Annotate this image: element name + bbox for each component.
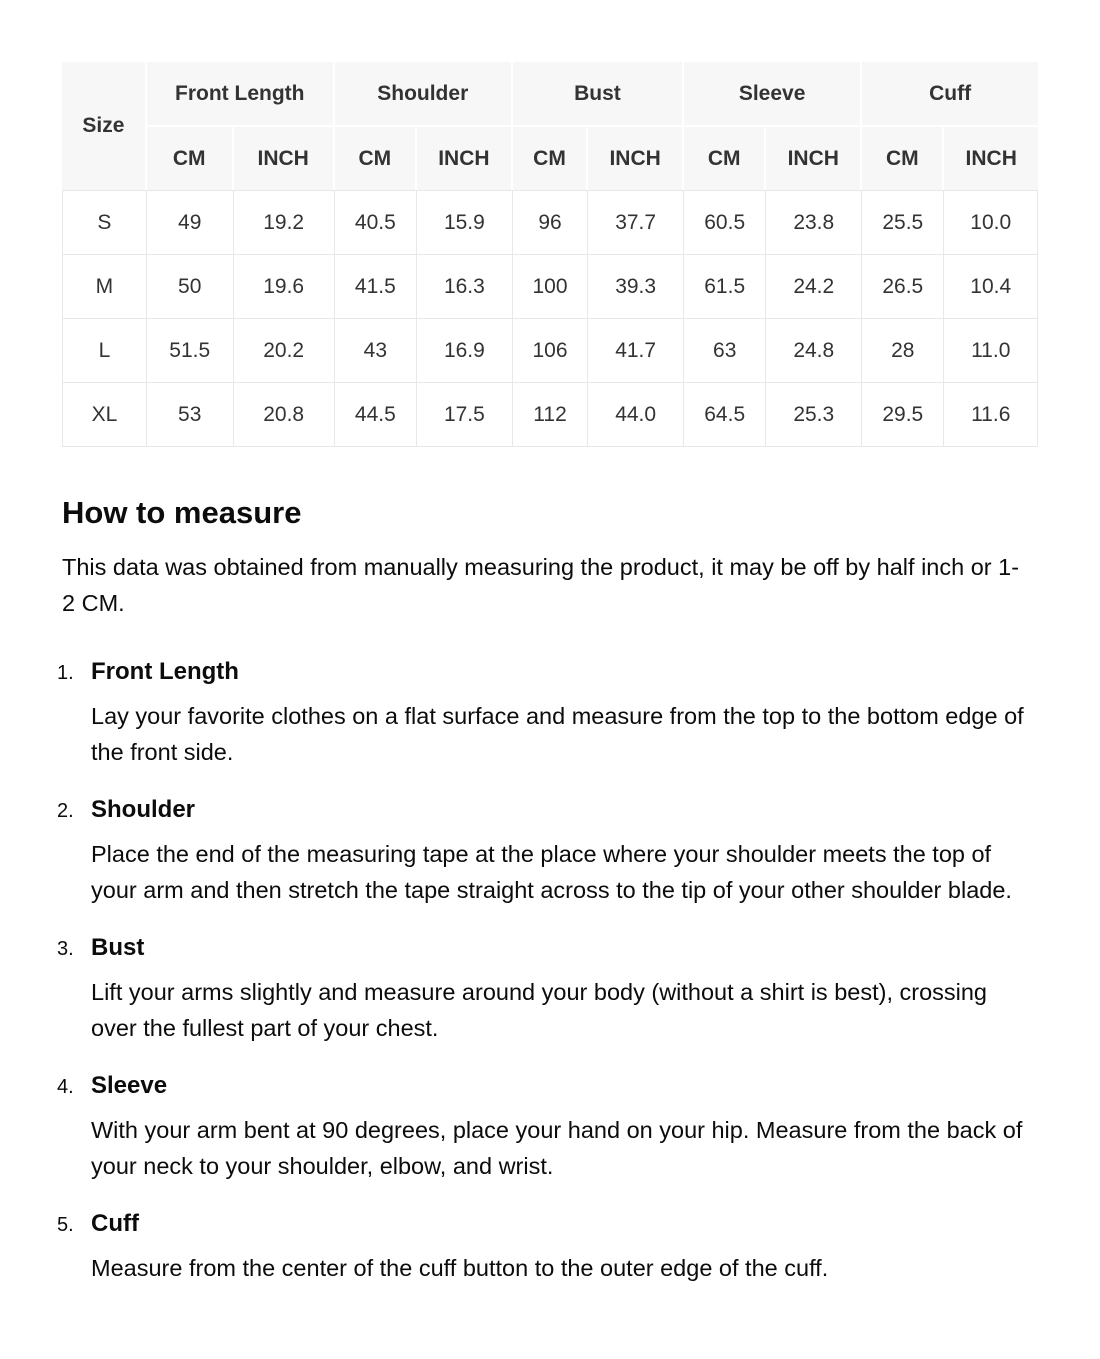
measurement-cell: 20.2 (234, 319, 335, 383)
measurement-cell: 44.5 (335, 383, 417, 447)
step-description: Measure from the center of the cuff button to the outer edge of the cuff. (91, 1255, 829, 1281)
measure-steps-list (57, 655, 1038, 1286)
step-description: Place the end of the measuring tape at the place where your shoulder meets the top of your arm and then stretch the tape straight across to the tip of your other shoulder blade. (91, 841, 1012, 903)
step-number: 4. (57, 1076, 74, 1098)
measurement-cell: 28 (862, 319, 944, 383)
measurement-cell: 106 (513, 319, 588, 383)
measurement-cell: 60.5 (684, 190, 766, 255)
measurement-cell: 53 (147, 383, 234, 447)
size-cell: L (62, 319, 147, 383)
measurement-cell: 16.9 (417, 319, 513, 383)
size-cell: M (62, 255, 147, 319)
table-row-m (62, 255, 1038, 319)
column-header-sleeve: Sleeve (684, 62, 862, 127)
list-item-sleeve (57, 1069, 1038, 1184)
unit-header-cm: CM (147, 127, 234, 190)
step-description: Lift your arms slightly and measure around your body (without a shirt is best), crossing over the fullest part of your chest. (91, 979, 988, 1041)
measurement-cell: 26.5 (862, 255, 944, 319)
table-row-s (62, 190, 1038, 255)
column-header-bust: Bust (513, 62, 684, 127)
column-header-shoulder: Shoulder (335, 62, 513, 127)
measurement-cell: 49 (147, 190, 234, 255)
measurement-cell: 63 (684, 319, 766, 383)
size-cell: XL (62, 383, 147, 447)
measurement-cell: 50 (147, 255, 234, 319)
measurement-cell: 29.5 (862, 383, 944, 447)
measurement-cell: 39.3 (588, 255, 684, 319)
size-column-header: Size (62, 62, 147, 190)
unit-header-inch: INCH (588, 127, 684, 190)
measurement-cell: 112 (513, 383, 588, 447)
measurement-cell: 16.3 (417, 255, 513, 319)
measurement-cell: 19.2 (234, 190, 335, 255)
measurement-cell: 44.0 (588, 383, 684, 447)
column-header-cuff: Cuff (862, 62, 1038, 127)
measurement-cell: 10.0 (944, 190, 1038, 255)
measurement-cell: 10.4 (944, 255, 1038, 319)
column-header-front-length: Front Length (147, 62, 335, 127)
measurement-cell: 24.8 (766, 319, 862, 383)
measurement-cell: 61.5 (684, 255, 766, 319)
table-row-xl (62, 383, 1038, 447)
list-item-front-length (57, 655, 1038, 770)
unit-header-cm: CM (513, 127, 588, 190)
measurement-cell: 11.0 (944, 319, 1038, 383)
step-label: Sleeve (91, 1072, 168, 1099)
measurement-cell: 11.6 (944, 383, 1038, 447)
list-item-bust (57, 931, 1038, 1046)
unit-header-inch: INCH (944, 127, 1038, 190)
measurement-cell: 25.5 (862, 190, 944, 255)
step-description: With your arm bent at 90 degrees, place your hand on your hip. Measure from the back of your neck to your shoulder, elbow, and wrist. (91, 1117, 1023, 1179)
step-number: 2. (57, 800, 74, 822)
measurement-cell: 41.5 (335, 255, 417, 319)
unit-header-inch: INCH (234, 127, 335, 190)
measurement-cell: 41.7 (588, 319, 684, 383)
step-number: 3. (57, 938, 74, 960)
measurement-cell: 51.5 (147, 319, 234, 383)
table-row-l (62, 319, 1038, 383)
unit-header-cm: CM (684, 127, 766, 190)
how-to-measure-intro: This data was obtained from manually measuring the product, it may be off by half inch or 1-2 CM. (62, 554, 1020, 616)
step-label: Shoulder (91, 796, 196, 823)
measurement-cell: 43 (335, 319, 417, 383)
how-to-measure-title: How to measure (62, 495, 302, 530)
measurement-cell: 23.8 (766, 190, 862, 255)
measurement-cell: 24.2 (766, 255, 862, 319)
measurement-cell: 25.3 (766, 383, 862, 447)
size-chart-body (62, 190, 1038, 447)
step-number: 5. (57, 1214, 74, 1236)
step-label: Front Length (91, 658, 239, 685)
size-chart-header (62, 62, 1038, 190)
unit-header-inch: INCH (766, 127, 862, 190)
measurement-cell: 15.9 (417, 190, 513, 255)
list-item-cuff (57, 1207, 1038, 1286)
measurement-cell: 100 (513, 255, 588, 319)
unit-header-inch: INCH (417, 127, 513, 190)
measurement-cell: 40.5 (335, 190, 417, 255)
unit-header-cm: CM (862, 127, 944, 190)
size-cell: S (62, 190, 147, 255)
unit-header-row (62, 127, 1038, 190)
measurement-cell: 37.7 (588, 190, 684, 255)
measurement-cell: 20.8 (234, 383, 335, 447)
measurement-cell: 19.6 (234, 255, 335, 319)
size-chart-table (62, 62, 1038, 447)
measure-header-row (62, 62, 1038, 127)
step-description: Lay your favorite clothes on a flat surface and measure from the top to the bottom edge of the front side. (91, 703, 1024, 765)
unit-header-cm: CM (335, 127, 417, 190)
measurement-cell: 64.5 (684, 383, 766, 447)
list-item-shoulder (57, 793, 1038, 908)
step-label: Bust (91, 934, 145, 961)
step-label: Cuff (91, 1210, 139, 1237)
measurement-cell: 17.5 (417, 383, 513, 447)
measurement-cell: 96 (513, 190, 588, 255)
step-number: 1. (57, 662, 74, 684)
